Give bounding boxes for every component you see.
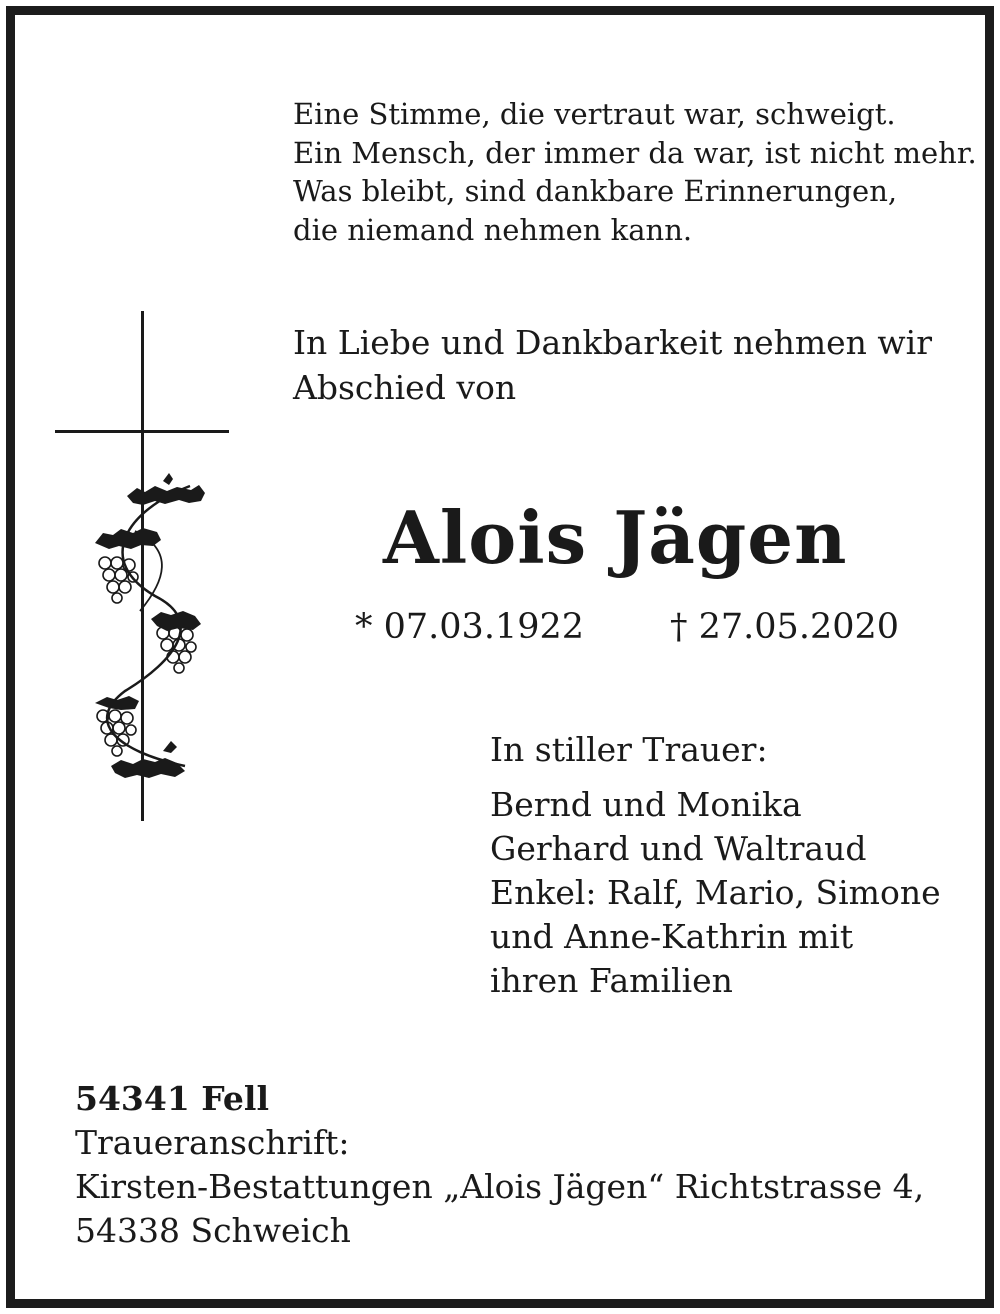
obituary-frame bbox=[6, 6, 994, 1308]
deceased-name: Alois Jägen bbox=[383, 495, 848, 580]
mourner-line: ihren Familien bbox=[490, 961, 733, 1000]
poem-line: Was bleibt, sind dankbare Erinnerungen, bbox=[293, 174, 898, 208]
poem bbox=[293, 95, 977, 249]
death-date: † 27.05.2020 bbox=[670, 607, 900, 647]
cross-with-grapevine-icon bbox=[55, 311, 245, 831]
intro-line: Abschied von bbox=[293, 368, 517, 407]
birth-date: * 07.03.1922 bbox=[355, 607, 585, 647]
mourning-address-line: Kirsten-Bestattungen „Alois Jägen“ Richtstrasse 4, bbox=[75, 1167, 925, 1206]
mourner-line: Bernd und Monika bbox=[490, 785, 802, 824]
intro-line: In Liebe und Dankbarkeit nehmen wir bbox=[293, 323, 933, 362]
place-of-residence: 54341 Fell bbox=[75, 1079, 269, 1118]
mourner-line: Enkel: Ralf, Mario, Simone bbox=[490, 873, 941, 912]
mourner-line: und Anne-Kathrin mit bbox=[490, 917, 854, 956]
mourning-address-line: 54338 Schweich bbox=[75, 1211, 351, 1250]
mourners-list bbox=[490, 783, 941, 1003]
poem-line: Eine Stimme, die vertraut war, schweigt. bbox=[293, 97, 896, 131]
poem-line: die niemand nehmen kann. bbox=[293, 212, 693, 247]
poem-line: Ein Mensch, der immer da war, ist nicht mehr. bbox=[293, 135, 977, 170]
intro-text bbox=[293, 320, 932, 410]
mourning-address-label: Traueranschrift: bbox=[75, 1123, 350, 1162]
mourning-heading: In stiller Trauer: bbox=[490, 730, 768, 769]
footer bbox=[75, 1077, 924, 1253]
mourner-line: Gerhard und Waltraud bbox=[490, 829, 867, 868]
